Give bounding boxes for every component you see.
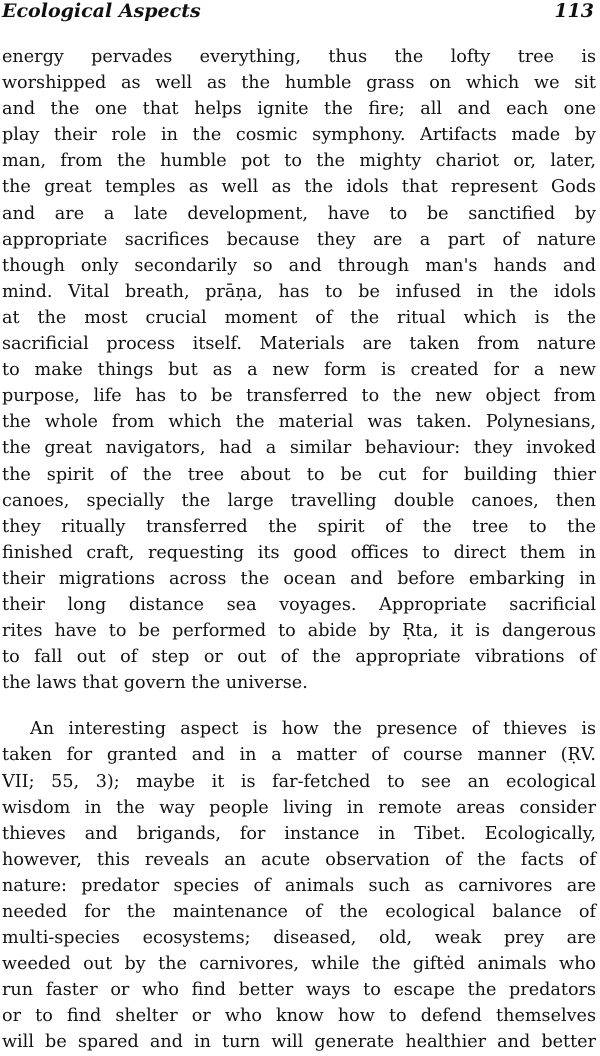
text-line: however, this reveals an acute observation of the facts of bbox=[2, 849, 596, 870]
text-line: rites have to be performed to abide by Ṛta, it is dangerous bbox=[2, 621, 596, 642]
paragraph bbox=[2, 44, 596, 696]
text-line: thieves and brigands, for instance in Tibet. Ecologically, bbox=[2, 823, 596, 844]
text-line: purpose, life has to be transferred to the new object from bbox=[2, 386, 596, 407]
text-line: appropriate sacrifices because they are a part of nature bbox=[2, 229, 596, 250]
text-line: taken for granted and in a matter of course manner (ṚV. bbox=[2, 745, 596, 766]
text-line: and the one that helps ignite the fire; all and each one bbox=[2, 99, 596, 120]
text-line: wisdom in the way people living in remote areas consider bbox=[2, 797, 596, 818]
text-line: the whole from which the material was taken. Polynesians, bbox=[2, 412, 596, 433]
text-line: worshipped as well as the humble grass on which we sit bbox=[2, 73, 596, 94]
text-line: their migrations across the ocean and before embarking in bbox=[2, 568, 596, 589]
text-line: to make things but as a new form is created for a new bbox=[2, 360, 596, 381]
text-line: finished craft, requesting its good offices to direct them in bbox=[2, 542, 596, 563]
body-text bbox=[2, 44, 596, 1056]
text-line: VII; 55, 3); maybe it is far-fetched to see an ecological bbox=[2, 771, 596, 792]
text-line: mind. Vital breath, prāṇa, has to be infused in the idols bbox=[2, 281, 596, 302]
running-header bbox=[2, 0, 594, 26]
text-line: the laws that govern the universe. bbox=[2, 673, 308, 694]
text-line: sacrificial process itself. Materials are taken from nature bbox=[2, 334, 596, 355]
text-line: nature: predator species of animals such as carnivores are bbox=[2, 875, 596, 896]
text-line: play their role in the cosmic symphony. Artifacts made by bbox=[2, 125, 596, 146]
text-line: their long distance sea voyages. Appropriate sacrificial bbox=[2, 594, 596, 615]
text-line: weeded out by the carnivores, while the giftėd animals who bbox=[2, 954, 596, 975]
text-line: will be spared and in turn will generate healthier and better bbox=[2, 1032, 596, 1053]
chapter-title: Ecological Aspects bbox=[2, 0, 201, 22]
text-line: to fall out of step or out of the appropriate vibrations of bbox=[2, 647, 596, 668]
text-line: canoes, specially the large travelling double canoes, then bbox=[2, 490, 596, 511]
text-line: the great temples as well as the idols that represent Gods bbox=[2, 177, 596, 198]
text-line: run faster or who find better ways to escape the predators bbox=[2, 980, 596, 1001]
text-line: man, from the humble pot to the mighty chariot or, later, bbox=[2, 151, 596, 172]
text-line: needed for the maintenance of the ecological balance of bbox=[2, 902, 596, 922]
text-line: multi-species ecosystems; diseased, old, weak prey are bbox=[2, 928, 596, 949]
text-line: the great navigators, had a similar behaviour: they invoked bbox=[2, 438, 596, 459]
paragraph bbox=[2, 716, 596, 1055]
text-line: and are a late development, have to be sanctified by bbox=[2, 203, 596, 224]
text-line: energy pervades everything, thus the lofty tree is bbox=[2, 47, 596, 67]
text-line: though only secondarily so and through man's hands and bbox=[2, 255, 596, 276]
text-line: or to find shelter or who know how to defend themselves bbox=[2, 1006, 596, 1027]
page-number: 113 bbox=[554, 0, 594, 22]
text-line: at the most crucial moment of the ritual which is the bbox=[2, 307, 596, 328]
text-line: they ritually transferred the spirit of the tree to the bbox=[2, 516, 596, 537]
text-line: An interesting aspect is how the presence of thieves is bbox=[30, 719, 596, 740]
text-line: the spirit of the tree about to be cut for building thier bbox=[2, 464, 596, 485]
